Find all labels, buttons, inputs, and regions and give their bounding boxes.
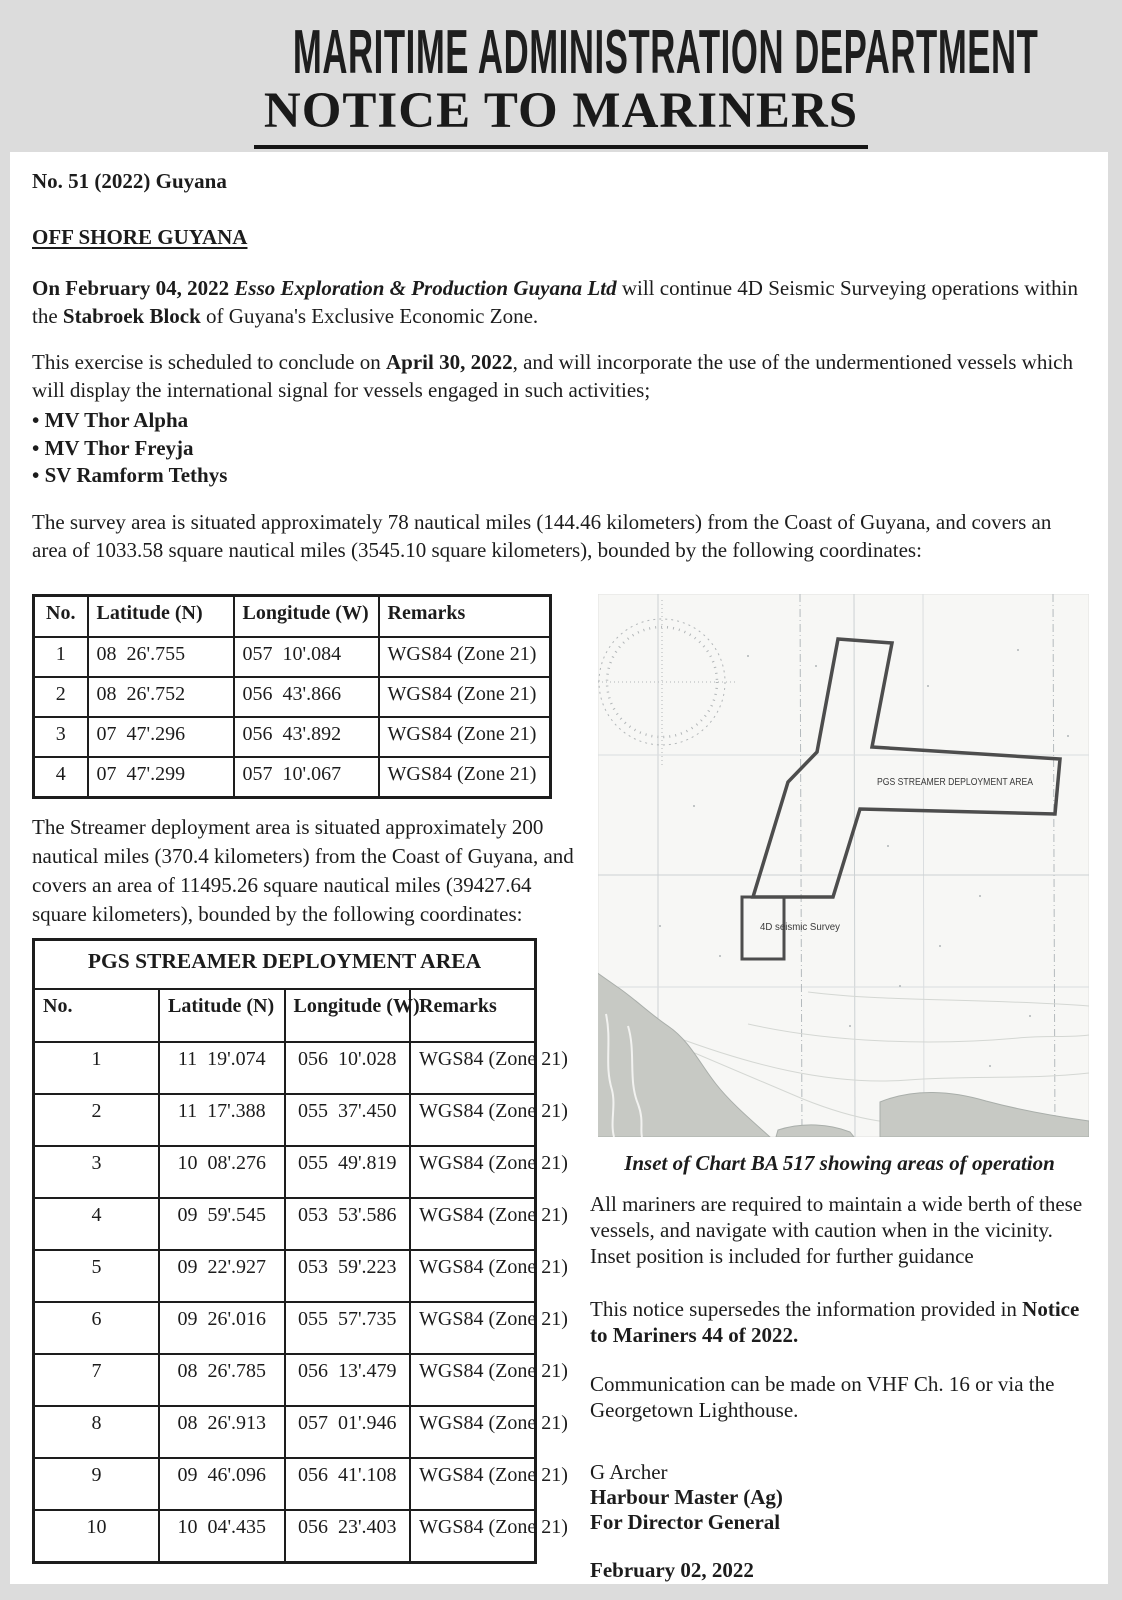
table-cell: 1 [34,637,88,677]
table-cell: 07 47'.299 [88,757,234,797]
table-row [34,717,551,757]
table-cell: 6 [34,1302,160,1354]
table-row [34,1250,536,1302]
text-segment: This notice supersedes the information provided in [590,1296,1023,1321]
text-segment: , and will incorporate the use of the undermentioned vessels which will display the international signal for vessels engaged in such activities; [32,350,1074,402]
chart-inset-svg [598,594,1089,1137]
table-cell: 055 57'.735 [285,1302,411,1354]
streamer-table-head [34,939,536,1042]
department-title-row [0,18,1122,87]
notice-date: February 02, 2022 [590,1557,754,1582]
table-row [34,1198,536,1250]
table-row [34,1354,536,1406]
column-header: Remarks [410,989,536,1042]
operations-paragraph [32,274,1084,330]
streamer-coordinates-table [32,938,568,1564]
table-cell: 2 [34,677,88,717]
left-column [32,594,580,1583]
vessel-item: • MV Thor Freyja [32,435,1084,463]
content-columns [32,594,1084,1583]
schedule-paragraph [32,348,1084,404]
table-cell: 9 [34,1458,160,1510]
table-row [34,637,551,677]
table-cell: 08 26'.752 [88,677,234,717]
column-header: Latitude (N) [88,595,234,637]
table-cell: 5 [34,1250,160,1302]
table-cell: 07 47'.296 [88,717,234,757]
table-cell: WGS84 (Zone 21) [379,677,551,717]
table-cell: 057 10'.067 [234,757,379,797]
seismic-survey-label: 4D seismic Survey [760,920,841,933]
table-cell: 055 37'.450 [285,1094,411,1146]
table-cell: 08 26'.755 [88,637,234,677]
table-cell: 1 [34,1042,160,1094]
table-cell: WGS84 (Zone 21) [410,1354,536,1406]
table-cell: 10 04'.435 [159,1510,285,1562]
table-cell: WGS84 (Zone 21) [379,717,551,757]
chart-inset-map [598,594,1089,1137]
survey-table-body [34,637,551,797]
table-cell: WGS84 (Zone 21) [410,1510,536,1562]
survey-coordinates-table [32,594,552,799]
table-row [34,757,551,797]
vessel-item: • SV Ramform Tethys [32,462,1084,490]
table-row [34,1510,536,1562]
table-cell: 055 49'.819 [285,1146,411,1198]
column-header: No. [34,595,88,637]
notice-title: NOTICE TO MARINERS [254,86,868,149]
table-cell: WGS84 (Zone 21) [410,1302,536,1354]
table-cell: 7 [34,1354,160,1406]
table-cell: 09 26'.016 [159,1302,285,1354]
survey-table-header-row [34,595,551,637]
table-cell: 053 53'.586 [285,1198,411,1250]
table-row [34,1042,536,1094]
table-cell: 2 [34,1094,160,1146]
table-cell: 056 23'.403 [285,1510,411,1562]
text-segment: On February 04, 2022 [32,276,235,300]
offshore-heading: OFF SHORE GUYANA [32,225,248,249]
streamer-table-title-row [34,939,536,989]
caution-paragraph: All mariners are required to maintain a wide berth of these vessels, and navigate with caution when in the vicinity. Inset position is included for further guidance [590,1191,1083,1268]
column-header: Longitude (W) [234,595,379,637]
text-segment: will continue 4D Seismic Surveying operations within the [32,276,1078,328]
table-cell: 10 08'.276 [159,1146,285,1198]
streamer-table-body [34,1042,568,1562]
table-cell: 08 26'.913 [159,1406,285,1458]
vessel-item: • MV Thor Alpha [32,407,1084,435]
table-cell: 056 13'.479 [285,1354,411,1406]
notice-title-row [0,84,1122,149]
streamer-paragraph: The Streamer deployment area is situated approximately 200 nautical miles (370.4 kilometers) from the Coast of Guyana, and covers an area of 11495.26 square nautical miles (39427.64 square kilometers), bounded by the following coordinates: [32,814,574,926]
table-row [34,1094,536,1146]
table-cell: 4 [34,757,88,797]
table-cell: 10 [34,1510,160,1562]
table-cell: 3 [34,1146,160,1198]
table-cell: 056 10'.028 [285,1042,411,1094]
text-segment: of Guyana's Exclusive Economic Zone. [200,304,539,328]
table-cell: WGS84 (Zone 21) [379,757,551,797]
signature-block [590,1460,1089,1535]
survey-area-paragraph: The survey area is situated approximately 78 nautical miles (144.46 kilometers) from the Coast of Guyana, and covers an area of 1033.58 square nautical miles (3545.10 square kilometers), bounded by the following coordinates: [32,509,1052,562]
table-cell: 11 19'.074 [159,1042,285,1094]
table-cell: 056 43'.892 [234,717,379,757]
streamer-table-header-row [34,989,536,1042]
table-cell: WGS84 (Zone 21) [410,1250,536,1302]
table-cell: 09 59'.545 [159,1198,285,1250]
table-cell: WGS84 (Zone 21) [410,1146,536,1198]
notice-number: No. 51 (2022) Guyana [32,169,227,193]
signatory-name: G Archer [590,1459,668,1484]
table-cell: 3 [34,717,88,757]
table-cell: 4 [34,1198,160,1250]
table-cell: 056 41'.108 [285,1458,411,1510]
table-cell: WGS84 (Zone 21) [410,1406,536,1458]
table-cell: 053 59'.223 [285,1250,411,1302]
right-column [580,594,1089,1583]
table-cell: WGS84 (Zone 21) [410,1458,536,1510]
text-segment: Stabroek Block [62,304,201,328]
table-row [34,1302,536,1354]
column-header: Remarks [379,595,551,637]
table-cell: 11 17'.388 [159,1094,285,1146]
text-segment: Notice to Mariners 44 of 2022. [590,1296,1080,1347]
text-segment: This exercise is scheduled to conclude on [32,350,386,374]
department-title: MARITIME ADMINISTRATION DEPARTMENT [292,18,1039,87]
table-cell: WGS84 (Zone 21) [410,1094,536,1146]
document-sheet [10,152,1108,1584]
text-segment: April 30, 2022 [385,350,513,374]
table-cell: 8 [34,1406,160,1458]
table-row [34,1146,536,1198]
table-row [34,677,551,717]
table-cell: 057 01'.946 [285,1406,411,1458]
table-cell: 056 43'.866 [234,677,379,717]
masthead [0,0,1122,152]
supersede-paragraph [590,1296,1089,1348]
signatory-role: For Director General [590,1509,781,1534]
table-cell: WGS84 (Zone 21) [379,637,551,677]
table-row [34,1406,536,1458]
deployment-area-label: PGS STREAMER DEPLOYMENT AREA [877,775,1033,788]
table-cell: 08 26'.785 [159,1354,285,1406]
column-header: Latitude (N) [159,989,285,1042]
column-header: Longitude (W) [285,989,411,1042]
survey-table-head [34,595,551,637]
text-segment: Esso Exploration & Production Guyana Ltd [234,276,617,300]
communication-paragraph: Communication can be made on VHF Ch. 16 or via the Georgetown Lighthouse. [590,1371,1055,1422]
column-header: No. [34,989,160,1042]
table-cell: WGS84 (Zone 21) [410,1042,536,1094]
vessel-list [32,407,1084,490]
table-cell: 057 10'.084 [234,637,379,677]
map-caption: Inset of Chart BA 517 showing areas of operation [624,1150,1055,1175]
table-cell: WGS84 (Zone 21) [410,1198,536,1250]
signatory-title: Harbour Master (Ag) [590,1484,783,1509]
table-cell: 09 46'.096 [159,1458,285,1510]
table-cell: 09 22'.927 [159,1250,285,1302]
streamer-table-title: PGS STREAMER DEPLOYMENT AREA [34,939,536,989]
table-row [34,1458,536,1510]
